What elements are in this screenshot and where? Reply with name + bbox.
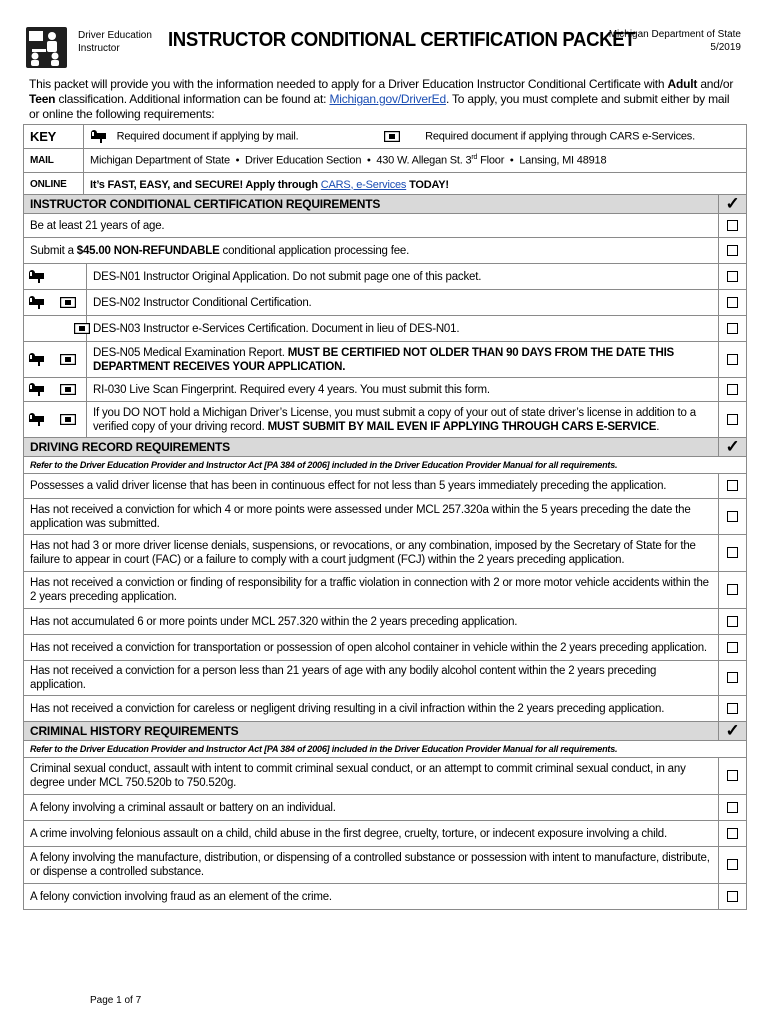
mailbox-icon — [28, 384, 46, 396]
mail-address: Michigan Department of State • Driver Education Section • 430 W. Allegan St. 3rd Floor • Lansing, MI 48918 — [84, 149, 747, 173]
checkbox[interactable] — [727, 770, 738, 781]
checkbox[interactable] — [727, 480, 738, 491]
checkbox[interactable] — [727, 672, 738, 683]
section-heading: DRIVING RECORD REQUIREMENTS — [24, 438, 719, 457]
table-row: Possesses a valid driver license that has been in continuous effect for not less than 5 years immediately preceding the application. — [24, 474, 747, 499]
requirements-table — [23, 194, 747, 910]
checkbox[interactable] — [727, 354, 738, 365]
reference-note: Refer to the Driver Education Provider and Instructor Act [PA 384 of 2006] included in the Driver Education Provider Manual for all requirements. — [24, 741, 747, 758]
checkbox[interactable] — [727, 584, 738, 595]
header-department-right: Michigan Department of State 5/2019 — [608, 29, 741, 53]
reference-note: Refer to the Driver Education Provider and Instructor Act [PA 384 of 2006] included in the Driver Education Provider Manual for all requirements. — [24, 457, 747, 474]
checkbox[interactable] — [727, 220, 738, 231]
table-row: Has not received a conviction for transportation or possession of open alcohol container in vehicle within the 2 years preceding application. — [24, 635, 747, 661]
checkbox[interactable] — [727, 384, 738, 395]
checkmark-icon: ✓ — [719, 195, 747, 214]
checkbox[interactable] — [727, 245, 738, 256]
table-row: A felony conviction involving fraud as an element of the crime. — [24, 884, 747, 910]
table-row: Has not had 3 or more driver license denials, suspensions, or revocations, or any combination, imposed by the Secretary of State for the failure to appear in court (FAC) or a failure to comply with a court judgment (FCJ) within the 2 years preceding application. — [24, 535, 747, 572]
table-row: Submit a $45.00 NON-REFUNDABLE conditional application processing fee. — [24, 238, 747, 264]
mailbox-icon — [28, 271, 46, 283]
checkbox[interactable] — [727, 802, 738, 813]
section-heading: CRIMINAL HISTORY REQUIREMENTS — [24, 722, 719, 741]
section-header-criminal — [24, 722, 747, 741]
checkbox[interactable] — [727, 859, 738, 870]
page-number: Page 1 of 7 — [90, 995, 142, 1006]
table-row: Has not received a conviction for which 4 or more points were assessed under MCL 257.320a within the 5 years preceding the date the application was submitted. — [24, 499, 747, 535]
checkbox[interactable] — [727, 703, 738, 714]
table-row: Be at least 21 years of age. — [24, 214, 747, 238]
table-row: DES-N02 Instructor Conditional Certification. — [24, 290, 747, 316]
section-heading: INSTRUCTOR CONDITIONAL CERTIFICATION REQUIREMENTS — [24, 195, 719, 214]
key-row — [24, 125, 747, 149]
online-label: ONLINE — [24, 173, 84, 197]
table-row: DES-N05 Medical Examination Report. MUST BE CERTIFIED NOT OLDER THAN 90 DAYS FROM THE DATE THIS DEPARTMENT RECEIVES YOUR APPLICATION. — [24, 342, 747, 378]
header-department-left: Driver Education Instructor — [78, 30, 152, 54]
checkbox[interactable] — [727, 297, 738, 308]
table-row: Criminal sexual conduct, assault with intent to commit criminal sexual conduct, or an attempt to commit criminal sexual conduct, in any degree under MCL 750.520b to 750.520g. — [24, 758, 747, 795]
table-row: A felony involving a criminal assault or battery on an individual. — [24, 795, 747, 821]
computer-icon — [60, 323, 90, 335]
computer-icon — [384, 130, 400, 142]
mailbox-icon — [90, 130, 108, 142]
mailbox-icon — [28, 297, 46, 309]
table-row: DES-N03 Instructor e-Services Certification. Document in lieu of DES-N01. — [24, 316, 747, 342]
cars-eservices-link[interactable]: CARS, e-Services — [320, 178, 407, 191]
page-title: INSTRUCTOR CONDITIONAL CERTIFICATION PACKET — [168, 29, 636, 51]
mail-label: MAIL — [24, 149, 84, 173]
checkbox[interactable] — [727, 891, 738, 902]
checkbox[interactable] — [727, 547, 738, 558]
checkbox[interactable] — [727, 271, 738, 282]
checkbox[interactable] — [727, 511, 738, 522]
intro-paragraph: This packet will provide you with the information needed to apply for a Driver Education Instructor Conditional Certificate with Adult and/or Teen classification. Additional information can be found at: Michigan.gov/DriverEd. To apply, you must complete and submit either by mail or online the following requirements: — [29, 77, 734, 121]
table-row: A crime involving felonious assault on a child, child abuse in the first degree, cruelty, torture, or indecent exposure involving a child. — [24, 821, 747, 847]
checkmark-icon: ✓ — [719, 438, 747, 457]
checkbox[interactable] — [727, 414, 738, 425]
table-row: A felony involving the manufacture, distribution, or dispensing of a controlled substance or possession with intent to manufacture, distribute, or dispense a controlled substance. — [24, 847, 747, 884]
table-row: Has not received a conviction for careless or negligent driving resulting in a civil infraction within the 2 years preceding application. — [24, 696, 747, 722]
key-legend: Required document if applying by mail. Required document if applying through CARS e-Services. — [84, 125, 747, 149]
computer-icon — [46, 354, 76, 366]
table-row: If you DO NOT hold a Michigan Driver’s License, you must submit a copy of your out of state driver’s license in addition to a verified copy of your driving record. MUST SUBMIT BY MAIL EVEN IF APPLYING THROUGH CARS E-SERVICE. — [24, 402, 747, 438]
checkbox[interactable] — [727, 323, 738, 334]
table-row: Has not accumulated 6 or more points under MCL 257.320 within the 2 years preceding application. — [24, 609, 747, 635]
computer-icon — [46, 297, 76, 309]
key-table — [23, 124, 747, 197]
section-header-certification — [24, 195, 747, 214]
mail-row — [24, 149, 747, 173]
table-row: RI-030 Live Scan Fingerprint. Required every 4 years. You must submit this form. — [24, 378, 747, 402]
checkbox[interactable] — [727, 642, 738, 653]
checkmark-icon: ✓ — [719, 722, 747, 741]
key-label: KEY — [24, 125, 84, 149]
computer-icon — [46, 414, 76, 426]
online-text: It’s FAST, EASY, and SECURE! Apply through CARS, e-Services TODAY! — [84, 173, 747, 197]
checkbox[interactable] — [727, 616, 738, 627]
mailbox-icon — [28, 354, 46, 366]
table-row: Has not received a conviction for a person less than 21 years of age with any bodily alcohol content within the 2 years preceding application. — [24, 661, 747, 696]
computer-icon — [46, 384, 76, 396]
driver-education-logo — [26, 27, 67, 68]
table-row: Has not received a conviction or finding of responsibility for a traffic violation in connection with 2 or more motor vehicle accidents within the 2 years preceding application. — [24, 572, 747, 609]
section-header-driving — [24, 438, 747, 457]
table-row: DES-N01 Instructor Original Application. Do not submit page one of this packet. — [24, 264, 747, 290]
online-row — [24, 173, 747, 197]
driver-ed-link[interactable]: Michigan.gov/DriverEd — [329, 92, 446, 106]
mailbox-icon — [28, 414, 46, 426]
checkbox[interactable] — [727, 828, 738, 839]
